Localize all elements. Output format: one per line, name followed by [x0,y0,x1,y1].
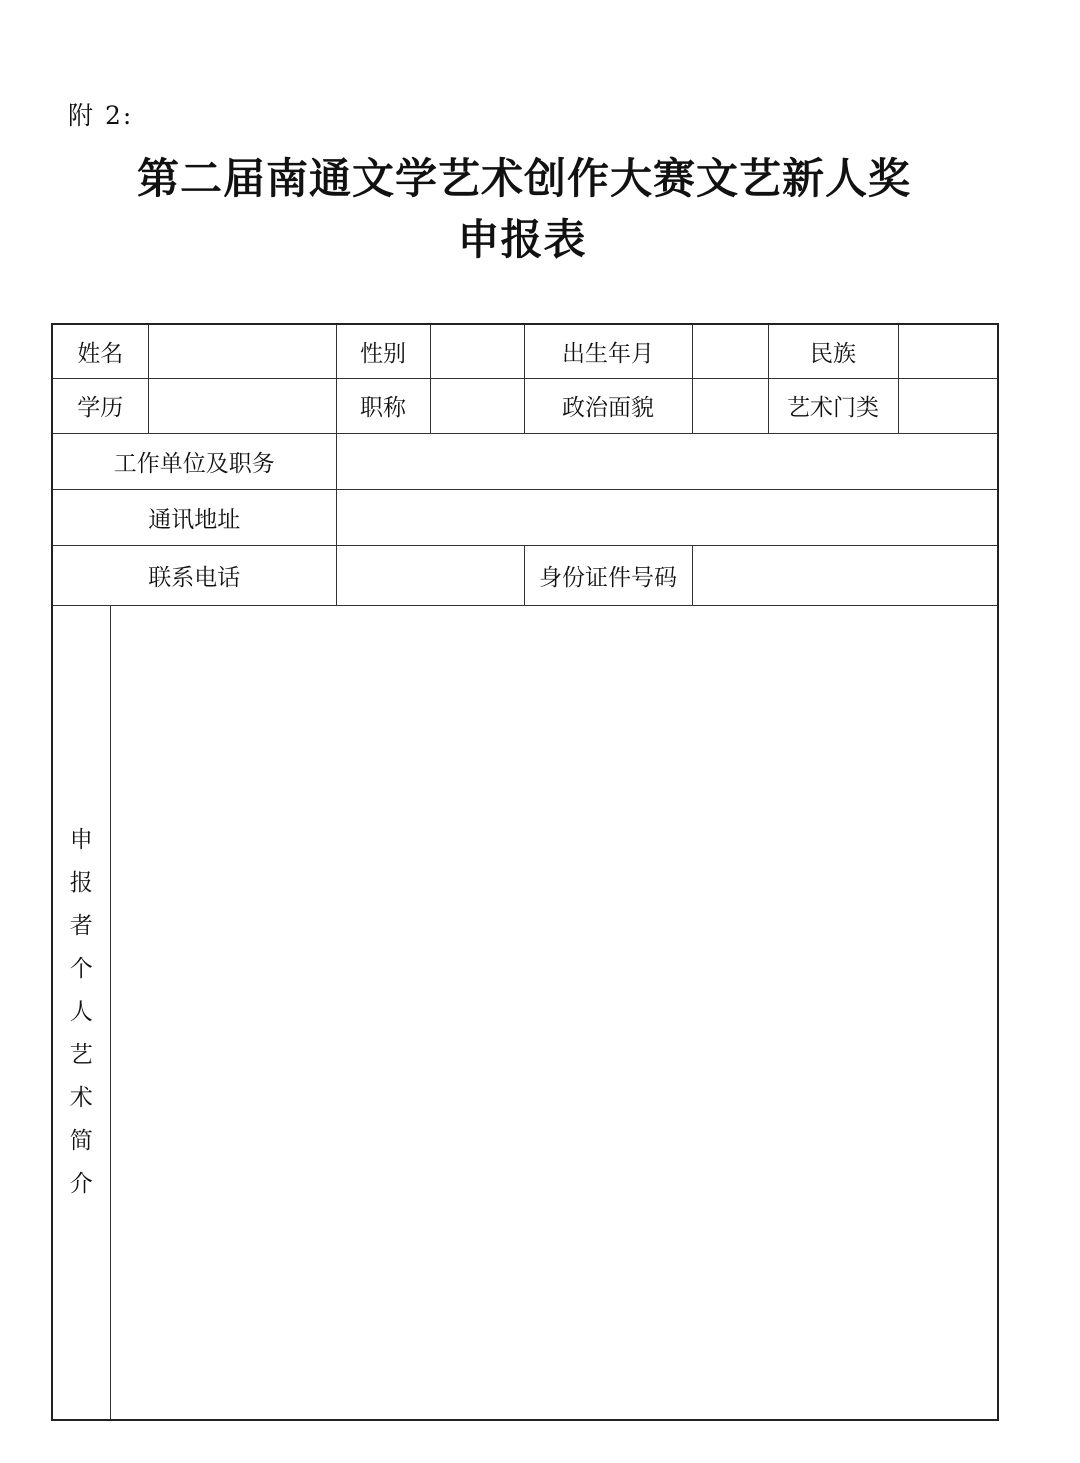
phone-label: 联系电话 [52,545,336,605]
work-unit-label: 工作单位及职务 [52,433,336,489]
name-label: 姓名 [52,324,148,378]
intro-label-char: 术 [69,1084,93,1111]
form-row-work-unit [52,433,998,489]
intro-label-char: 报 [69,869,93,896]
artistic-intro-label [52,605,110,1420]
professional-title-label: 职称 [336,378,430,433]
form-row-artistic-intro [52,605,998,1420]
form-row-basic-2 [52,378,998,433]
birth-date-field[interactable] [692,324,768,378]
application-form-table [51,323,999,1421]
form-title-line1: 第二届南通文学艺术创作大赛文艺新人奖 [136,154,911,203]
form-row-contact [52,545,998,605]
id-number-field[interactable] [692,545,998,605]
name-field[interactable] [148,324,336,378]
artistic-intro-field[interactable] [110,605,998,1420]
address-label: 通讯地址 [52,489,336,545]
form-row-basic-1 [52,324,998,378]
form-title-line2: 申报表 [457,215,587,264]
id-number-label: 身份证件号码 [524,545,692,605]
work-unit-field[interactable] [336,433,998,489]
education-field[interactable] [148,378,336,433]
intro-label-char: 艺 [69,1041,93,1068]
phone-field[interactable] [336,545,524,605]
professional-title-field[interactable] [430,378,524,433]
education-label: 学历 [52,378,148,433]
gender-field[interactable] [430,324,524,378]
political-status-field[interactable] [692,378,768,433]
intro-label-char: 介 [69,1170,93,1197]
intro-label-char: 者 [69,912,93,939]
intro-label-char: 简 [69,1127,93,1154]
address-field[interactable] [336,489,998,545]
intro-label-char: 人 [69,998,93,1025]
gender-label: 性别 [336,324,430,378]
political-status-label: 政治面貌 [524,378,692,433]
attachment-label: 附 2: [68,101,134,130]
intro-label-char: 申 [69,826,93,853]
ethnicity-label: 民族 [768,324,898,378]
art-category-label: 艺术门类 [768,378,898,433]
birth-date-label: 出生年月 [524,324,692,378]
form-row-address [52,489,998,545]
ethnicity-field[interactable] [898,324,998,378]
art-category-field[interactable] [898,378,998,433]
intro-label-char: 个 [69,955,93,982]
